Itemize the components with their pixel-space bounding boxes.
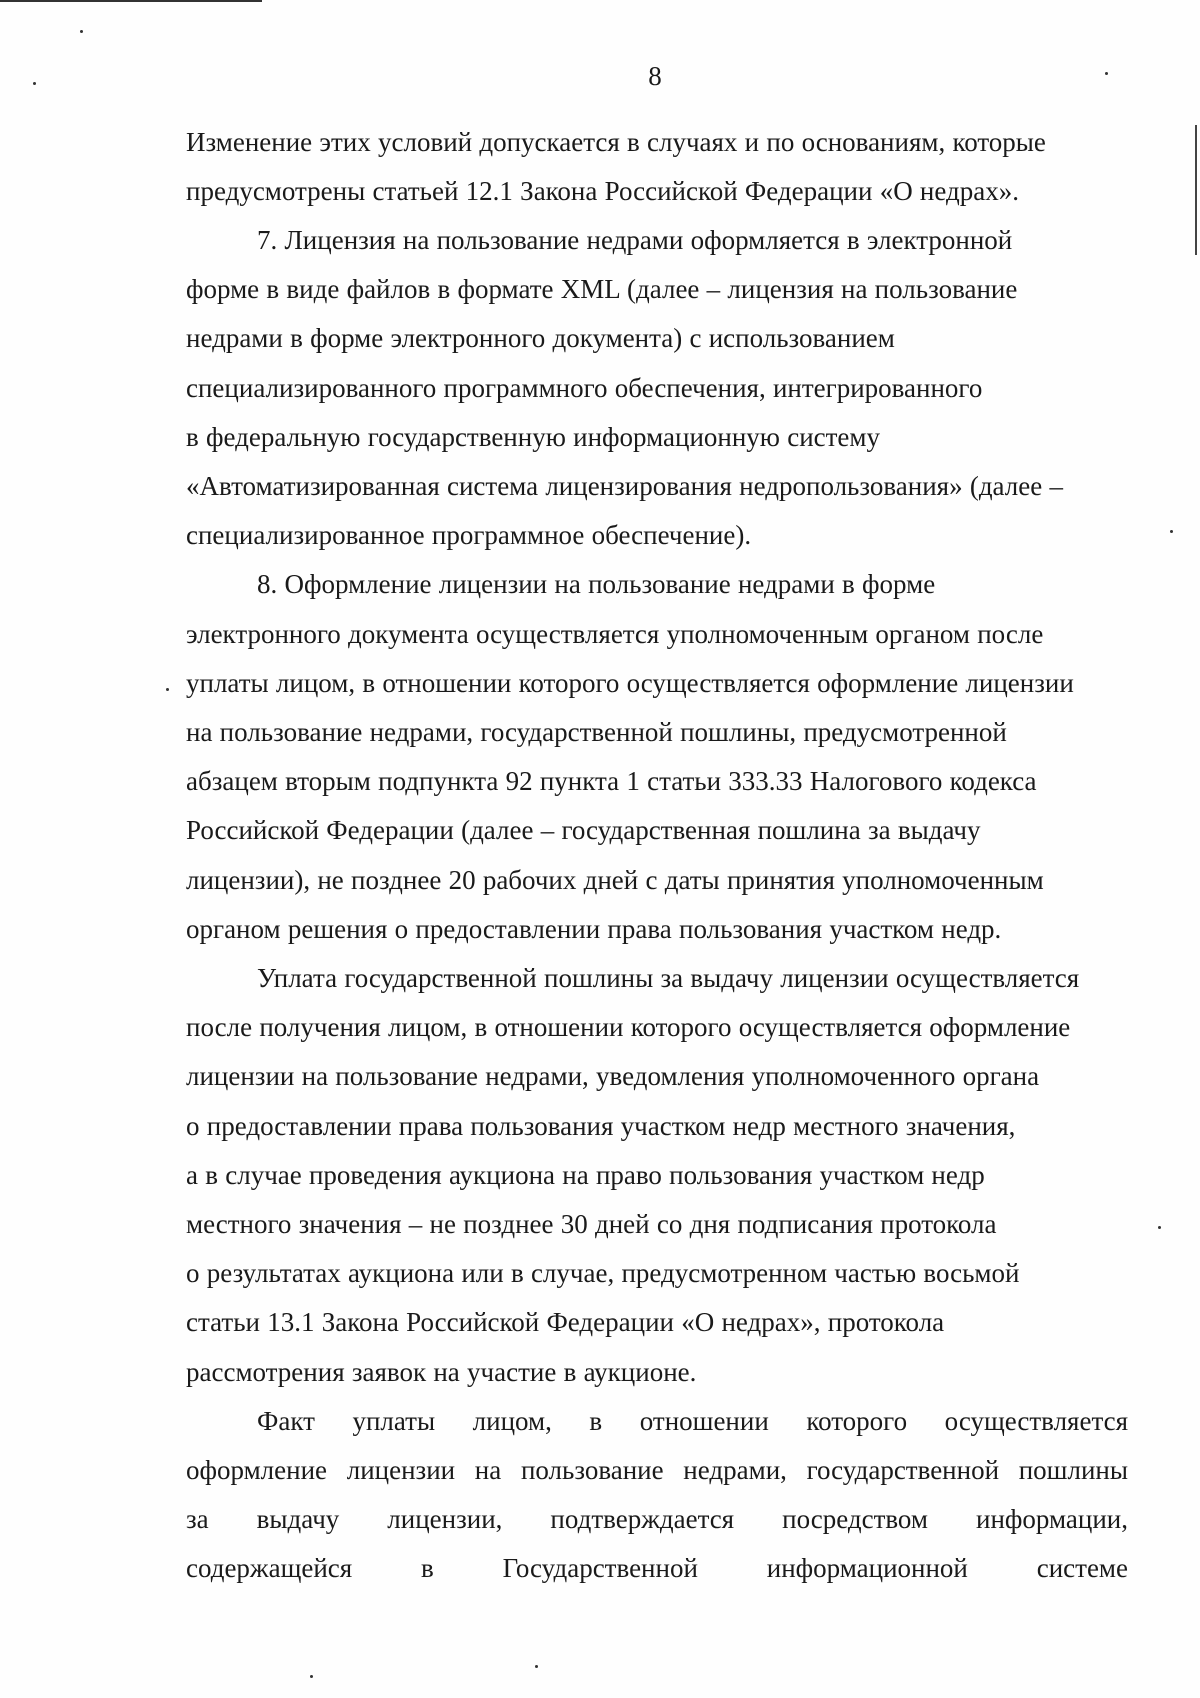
text-line: на пользование недрами, государственной пошлины, предусмотренной bbox=[186, 716, 1007, 747]
text-line: специализированного программного обеспечения, интегрированного bbox=[186, 372, 983, 403]
text-line: Изменение этих условий допускается в случаях и по основаниям, которые bbox=[186, 126, 1046, 157]
text-line: 7. Лицензия на пользование недрами оформляется в электронной bbox=[257, 224, 1013, 255]
text-line: Российской Федерации (далее – государственная пошлина за выдачу bbox=[186, 815, 981, 846]
text-line: местного значения – не позднее 30 дней со дня подписания протокола bbox=[186, 1208, 997, 1239]
scan-top-rule bbox=[0, 0, 262, 2]
page-number: 8 bbox=[648, 61, 662, 91]
text-line: за выдачу лицензии, подтверждается посредством информации, bbox=[186, 1504, 1128, 1535]
document-body bbox=[186, 118, 1128, 1594]
text-line: уплаты лицом, в отношении которого осуществляется оформление лицензии bbox=[186, 667, 1074, 698]
text-line: лицензии), не позднее 20 рабочих дней с даты принятия уполномоченным bbox=[186, 864, 1044, 895]
scan-speck bbox=[310, 1675, 313, 1678]
text-line: о результатах аукциона или в случае, предусмотренном частью восьмой bbox=[186, 1258, 1020, 1289]
paragraph-payment-fact bbox=[186, 1397, 1128, 1594]
text-line: о предоставлении права пользования участком недр местного значения, bbox=[186, 1110, 1016, 1141]
text-line: специализированное программное обеспечение). bbox=[186, 520, 752, 551]
scan-speck bbox=[166, 688, 169, 691]
text-line: Уплата государственной пошлины за выдачу лицензии осуществляется bbox=[257, 962, 1080, 993]
text-line: рассмотрения заявок на участие в аукционе. bbox=[186, 1356, 697, 1387]
text-line: органом решения о предоставлении права пользования участком недр. bbox=[186, 913, 1002, 944]
paragraph-conditions-change bbox=[186, 118, 1128, 216]
text-line: 8. Оформление лицензии на пользование недрами в форме bbox=[257, 569, 936, 600]
paragraph-item-8 bbox=[186, 560, 1128, 954]
text-line: форме в виде файлов в формате XML (далее – лицензия на пользование bbox=[186, 274, 1018, 305]
scan-speck bbox=[80, 30, 83, 33]
text-line: лицензии на пользование недрами, уведомления уполномоченного органа bbox=[186, 1061, 1040, 1092]
text-line: а в случае проведения аукциона на право пользования участком недр bbox=[186, 1159, 985, 1190]
text-line: Факт уплаты лицом, в отношении которого осуществляется bbox=[257, 1405, 1128, 1436]
scan-speck bbox=[1158, 1226, 1161, 1229]
text-line: предусмотрены статьей 12.1 Закона Российской Федерации «О недрах». bbox=[186, 175, 1019, 206]
text-line: в федеральную государственную информационную систему bbox=[186, 421, 880, 452]
text-line: недрами в форме электронного документа) с использованием bbox=[186, 323, 895, 354]
text-line: электронного документа осуществляется уполномоченным органом после bbox=[186, 618, 1044, 649]
scan-speck bbox=[535, 1665, 538, 1668]
scan-speck bbox=[1170, 530, 1173, 533]
text-line: «Автоматизированная система лицензирования недропользования» (далее – bbox=[186, 470, 1063, 501]
paragraph-item-7 bbox=[186, 216, 1128, 560]
scan-right-edge-mark bbox=[1195, 125, 1197, 255]
paragraph-fee-payment bbox=[186, 954, 1128, 1397]
text-line: оформление лицензии на пользование недрами, государственной пошлины bbox=[186, 1454, 1128, 1485]
text-line: абзацем вторым подпункта 92 пункта 1 статьи 333.33 Налогового кодекса bbox=[186, 766, 1037, 797]
text-line: после получения лицом, в отношении которого осуществляется оформление bbox=[186, 1012, 1071, 1043]
text-line: статьи 13.1 Закона Российской Федерации «О недрах», протокола bbox=[186, 1307, 945, 1338]
text-line: содержащейся в Государственной информационной системе bbox=[186, 1553, 1128, 1584]
